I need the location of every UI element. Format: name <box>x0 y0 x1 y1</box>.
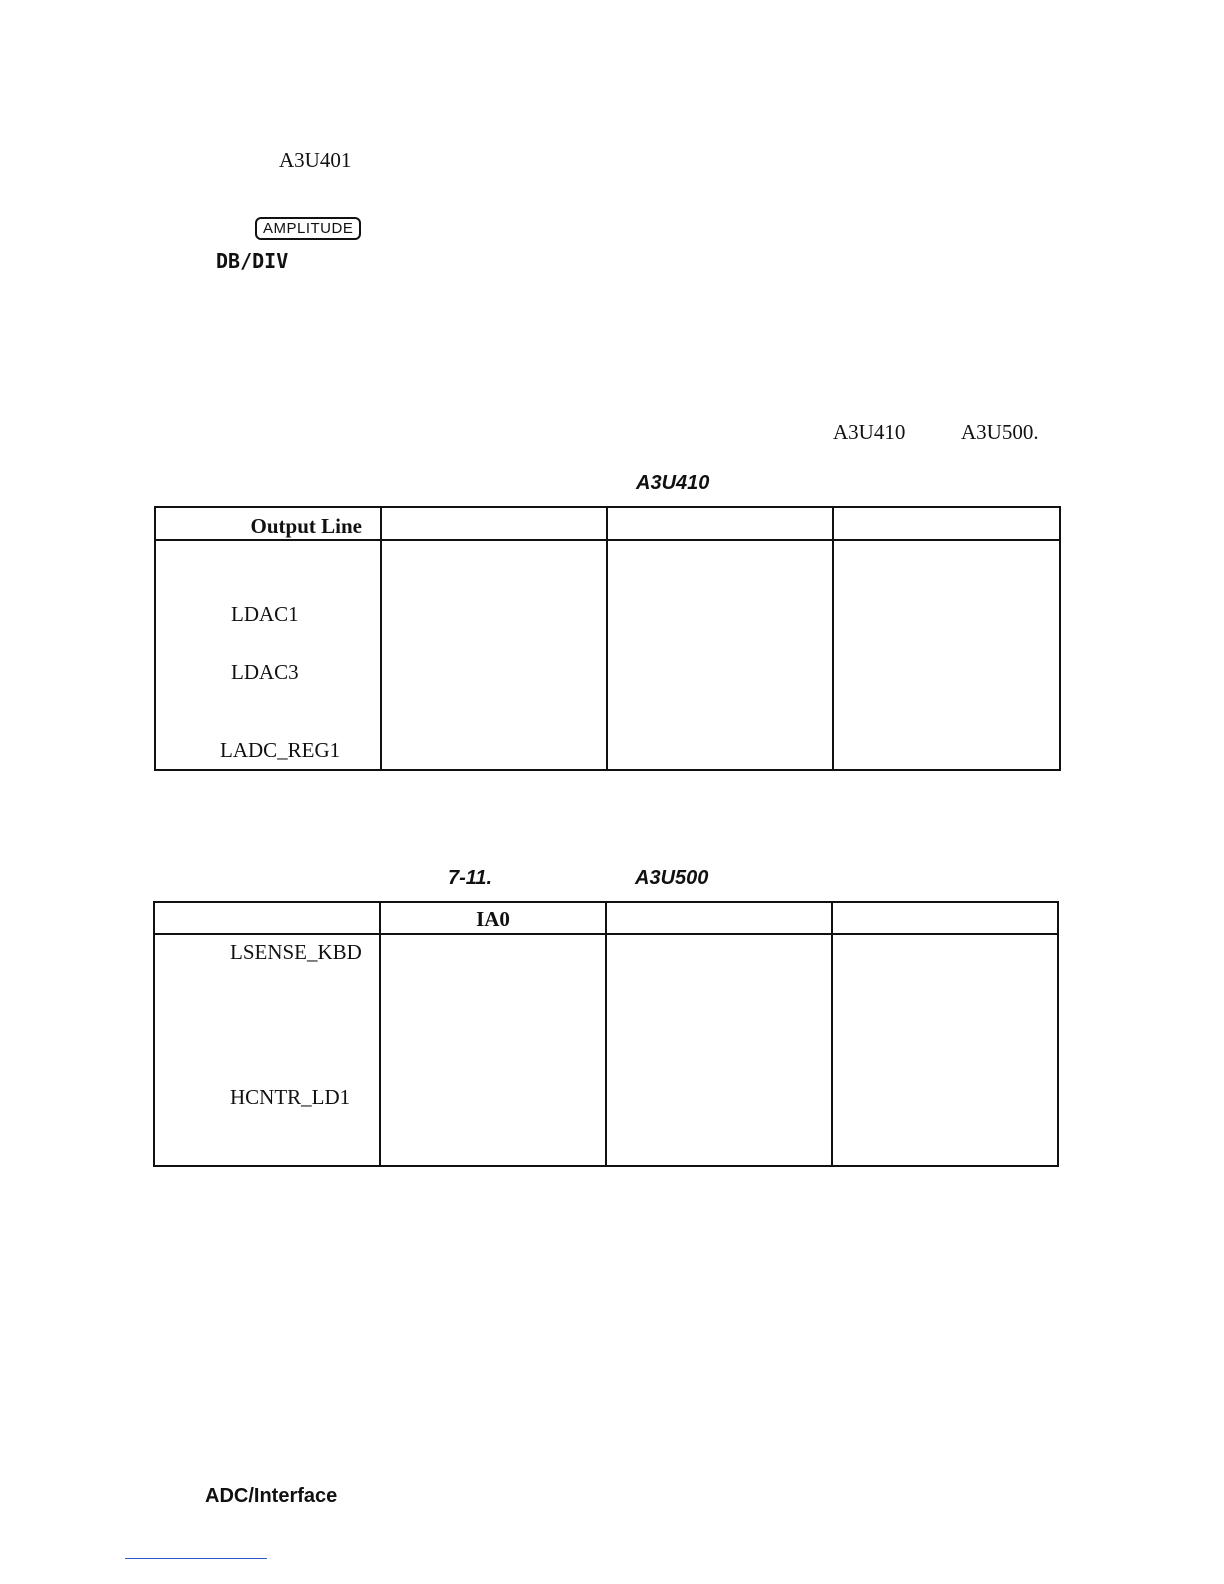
table2-caption-number: 7-11. <box>448 867 493 889</box>
table1-cell <box>607 630 833 688</box>
table1-cell <box>833 540 1060 630</box>
table1-cell <box>833 630 1060 688</box>
chip-reference-a3u500: A3U500. <box>961 420 1039 444</box>
table2-cell <box>832 1080 1058 1166</box>
table1-header-output-line: Output Line <box>155 507 381 540</box>
table2-caption-reference: A3U500 <box>635 867 709 889</box>
table1-header-col3 <box>607 507 833 540</box>
amplitude-hardkey: AMPLITUDE <box>255 217 361 240</box>
table1-cell <box>381 540 607 630</box>
table2-header-row <box>154 902 1058 934</box>
table1-cell <box>607 540 833 630</box>
table2-cell <box>606 1080 832 1166</box>
table1-cell-ldac3: LDAC3 <box>155 630 381 688</box>
table1-cell-ladc-reg1: LADC_REG1 <box>155 688 381 770</box>
table2-header-ia0: IA0 <box>380 902 606 934</box>
table1-header-col2 <box>381 507 607 540</box>
table1-cell <box>607 688 833 770</box>
chip-reference-a3u410: A3U410 <box>833 420 906 444</box>
table-row <box>155 540 1060 630</box>
table2-cell <box>380 1080 606 1166</box>
table-a3u500 <box>153 901 1059 1167</box>
table-row <box>154 934 1058 1080</box>
table2-header-col3 <box>606 902 832 934</box>
table1-cell-ldac1: LDAC1 <box>155 540 381 630</box>
footer-link-underline <box>125 1558 267 1559</box>
table2-cell <box>606 934 832 1080</box>
db-div-softkey: DB/DIV <box>216 249 289 273</box>
table-row <box>155 630 1060 688</box>
table2-header-col4 <box>832 902 1058 934</box>
footer-section-label: ADC/Interface <box>205 1485 338 1507</box>
table1-header-row <box>155 507 1060 540</box>
table2-cell <box>380 934 606 1080</box>
table2-cell-lsense-kbd: LSENSE_KBD <box>154 934 380 1080</box>
chip-reference-a3u401: A3U401 <box>279 148 352 172</box>
table-row <box>155 688 1060 770</box>
table2-cell-hcntr-ld1: HCNTR_LD1 <box>154 1080 380 1166</box>
table1-header-col4 <box>833 507 1060 540</box>
table-a3u410 <box>154 506 1061 771</box>
table1-cell <box>833 688 1060 770</box>
table-row <box>154 1080 1058 1166</box>
table2-cell <box>832 934 1058 1080</box>
table1-cell <box>381 630 607 688</box>
table2-header-col1 <box>154 902 380 934</box>
table1-caption: A3U410 <box>636 472 710 494</box>
table1-cell <box>381 688 607 770</box>
